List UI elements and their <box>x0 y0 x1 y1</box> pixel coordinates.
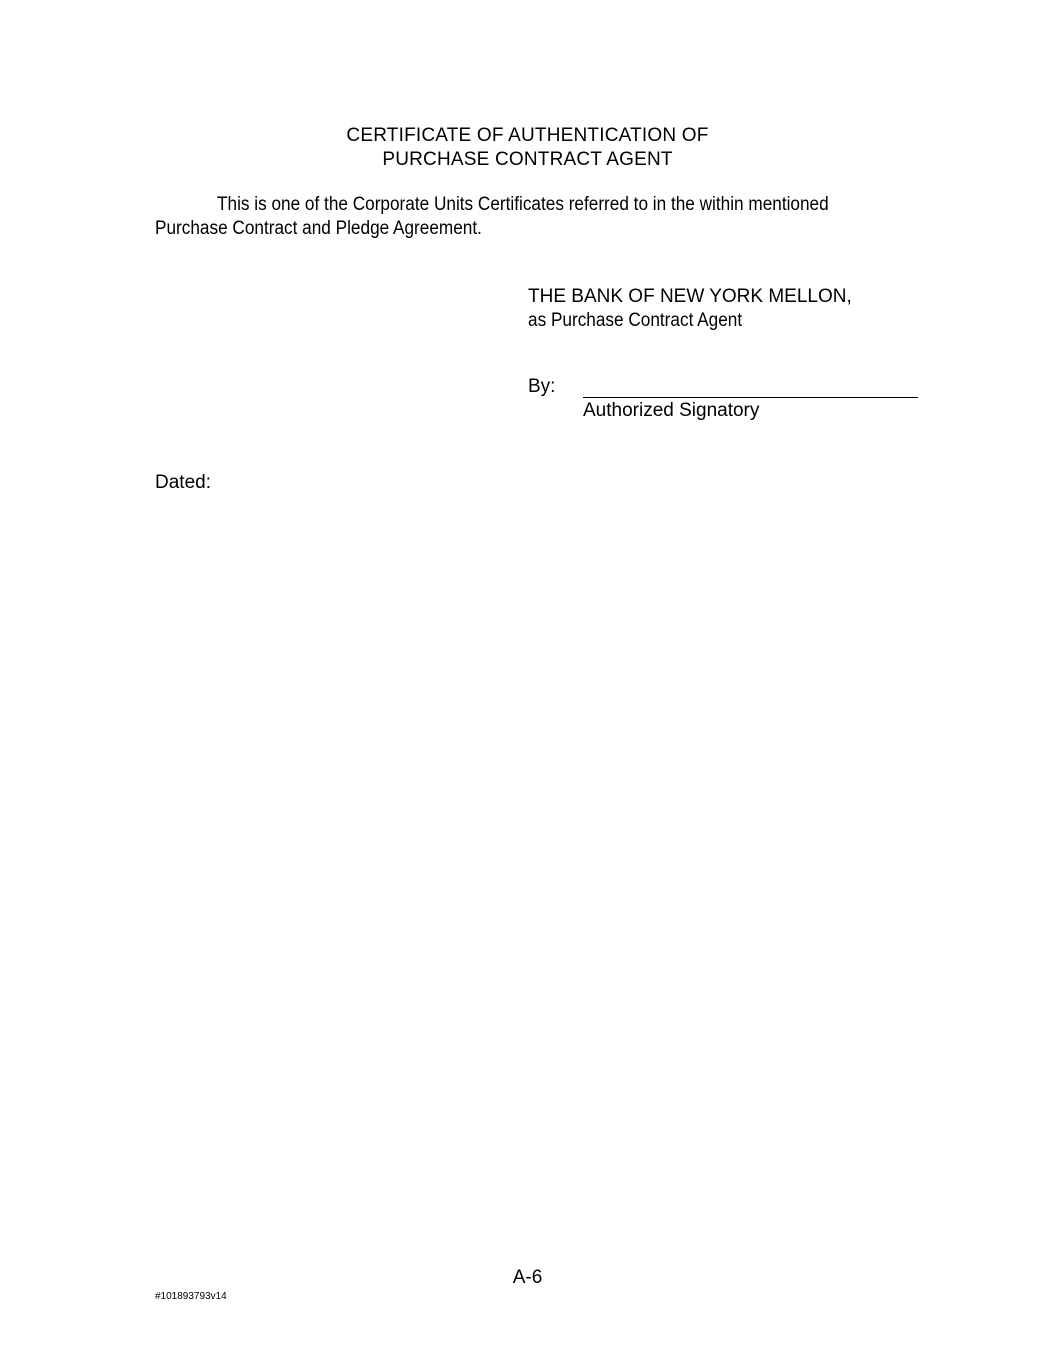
page-number: A-6 <box>512 1267 543 1288</box>
authorized-signatory-caption: Authorized Signatory <box>583 400 760 421</box>
certificate-title-line-2: PURCHASE CONTRACT AGENT <box>382 149 673 170</box>
signatory-entity-name: THE BANK OF NEW YORK MELLON, <box>528 286 852 307</box>
dated-label: Dated: <box>155 472 211 493</box>
certificate-title-line-1: CERTIFICATE OF AUTHENTICATION OF <box>346 125 709 146</box>
signature-line <box>583 397 918 398</box>
document-id: #101893793v14 <box>155 1291 227 1302</box>
body-text-line-2: Purchase Contract and Pledge Agreement. <box>155 218 482 239</box>
by-label: By: <box>528 376 556 397</box>
body-text-line-1: This is one of the Corporate Units Certificates referred to in the within mentioned <box>217 194 829 215</box>
signatory-entity-capacity: as Purchase Contract Agent <box>528 310 743 331</box>
